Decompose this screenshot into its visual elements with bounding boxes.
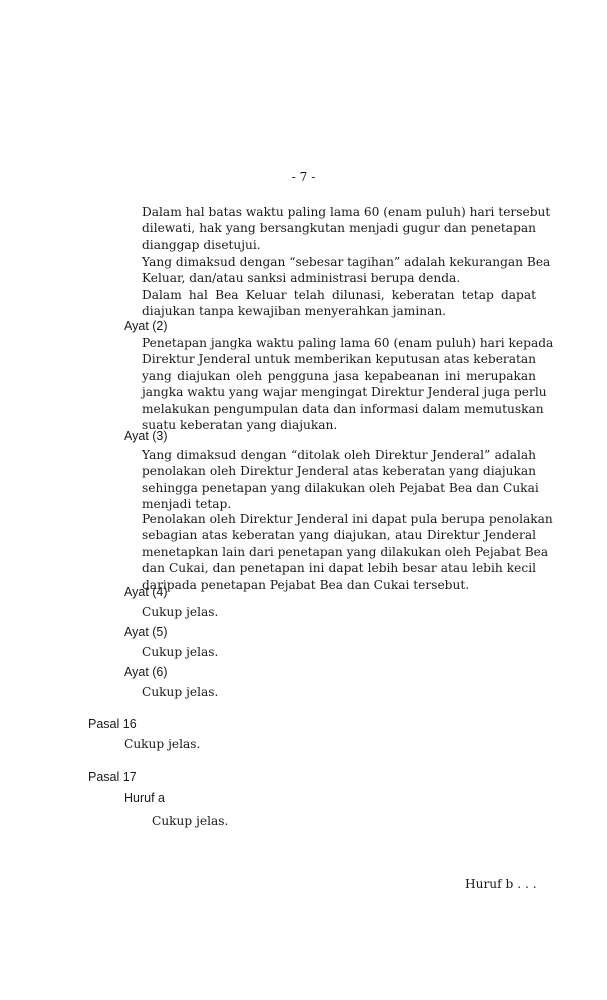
- paragraph: [142, 335, 554, 433]
- section-label-ayat-2: Ayat (2): [124, 319, 168, 333]
- paragraph-line: melakukan pengumpulan data dan informasi dalam memutuskan: [142, 401, 544, 416]
- page-number: - 7 -: [291, 170, 316, 184]
- paragraph-line: Dalam hal batas waktu paling lama 60 (enam puluh) hari tersebut: [142, 205, 551, 219]
- cukup-jelas-text: Cukup jelas.: [124, 737, 201, 751]
- paragraph-line: diajukan tanpa kewajiban menyerahkan jaminan.: [142, 304, 447, 319]
- paragraph-line: Dalam hal Bea Keluar telah dilunasi, keberatan tetap dapat: [142, 288, 536, 302]
- cukup-jelas-text: Cukup jelas.: [152, 814, 229, 828]
- section-label-ayat-6: Ayat (6): [124, 665, 168, 679]
- paragraph-line: Yang dimaksud dengan “ditolak oleh Direktur Jenderal” adalah: [142, 448, 536, 462]
- paragraph-line: dianggap disetujui.: [142, 237, 261, 252]
- section-label-huruf-a: Huruf a: [124, 791, 165, 805]
- paragraph-line: jangka waktu yang wajar mengingat Direktur Jenderal juga perlu: [142, 385, 547, 400]
- cukup-jelas-text: Cukup jelas.: [142, 605, 219, 619]
- paragraph-line: Penolakan oleh Direktur Jenderal ini dapat pula berupa penolakan: [142, 512, 553, 526]
- paragraph-line: Penetapan jangka waktu paling lama 60 (enam puluh) hari kepada: [142, 336, 554, 350]
- paragraph: [142, 204, 551, 253]
- paragraph: [142, 511, 553, 593]
- cukup-jelas-text: Cukup jelas.: [142, 685, 219, 699]
- paragraph-line: sehingga penetapan yang dilakukan oleh Pejabat Bea dan Cukai: [142, 480, 539, 495]
- paragraph: [142, 254, 551, 287]
- paragraph-line: menjadi tetap.: [142, 497, 232, 512]
- section-label-ayat-3: Ayat (3): [124, 429, 168, 443]
- cukup-jelas-text: Cukup jelas.: [142, 645, 219, 659]
- paragraph-line: suatu keberatan yang diajukan.: [142, 417, 338, 432]
- paragraph-line: Keluar, dan/atau sanksi administrasi berupa denda.: [142, 271, 461, 286]
- paragraph-line: sebagian atas keberatan yang diajukan, atau Direktur Jenderal: [142, 528, 536, 543]
- paragraph-line: Yang dimaksud dengan “sebesar tagihan” adalah kekurangan Bea: [142, 255, 551, 269]
- section-label-pasal-17: Pasal 17: [88, 770, 137, 784]
- paragraph-line: dan Cukai, dan penetapan ini dapat lebih besar atau lebih kecil: [142, 561, 536, 576]
- paragraph-line: Direktur Jenderal untuk memberikan keputusan atas keberatan: [142, 352, 537, 367]
- paragraph-line: menetapkan lain dari penetapan yang dilakukan oleh Pejabat Bea: [142, 544, 549, 559]
- section-label-pasal-16: Pasal 16: [88, 717, 137, 731]
- section-label-ayat-5: Ayat (5): [124, 625, 168, 639]
- paragraph: [142, 287, 536, 320]
- paragraph-line: yang diajukan oleh pengguna jasa kepabeanan ini merupakan: [142, 368, 536, 383]
- next-page-catchword: Huruf b . . .: [465, 877, 537, 891]
- paragraph-line: dilewati, hak yang bersangkutan menjadi gugur dan penetapan: [142, 221, 536, 236]
- paragraph-line: daripada penetapan Pejabat Bea dan Cukai tersebut.: [142, 577, 470, 592]
- paragraph: [142, 447, 539, 513]
- section-label-ayat-4: Ayat (4): [124, 585, 168, 599]
- paragraph-line: penolakan oleh Direktur Jenderal atas keberatan yang diajukan: [142, 464, 536, 479]
